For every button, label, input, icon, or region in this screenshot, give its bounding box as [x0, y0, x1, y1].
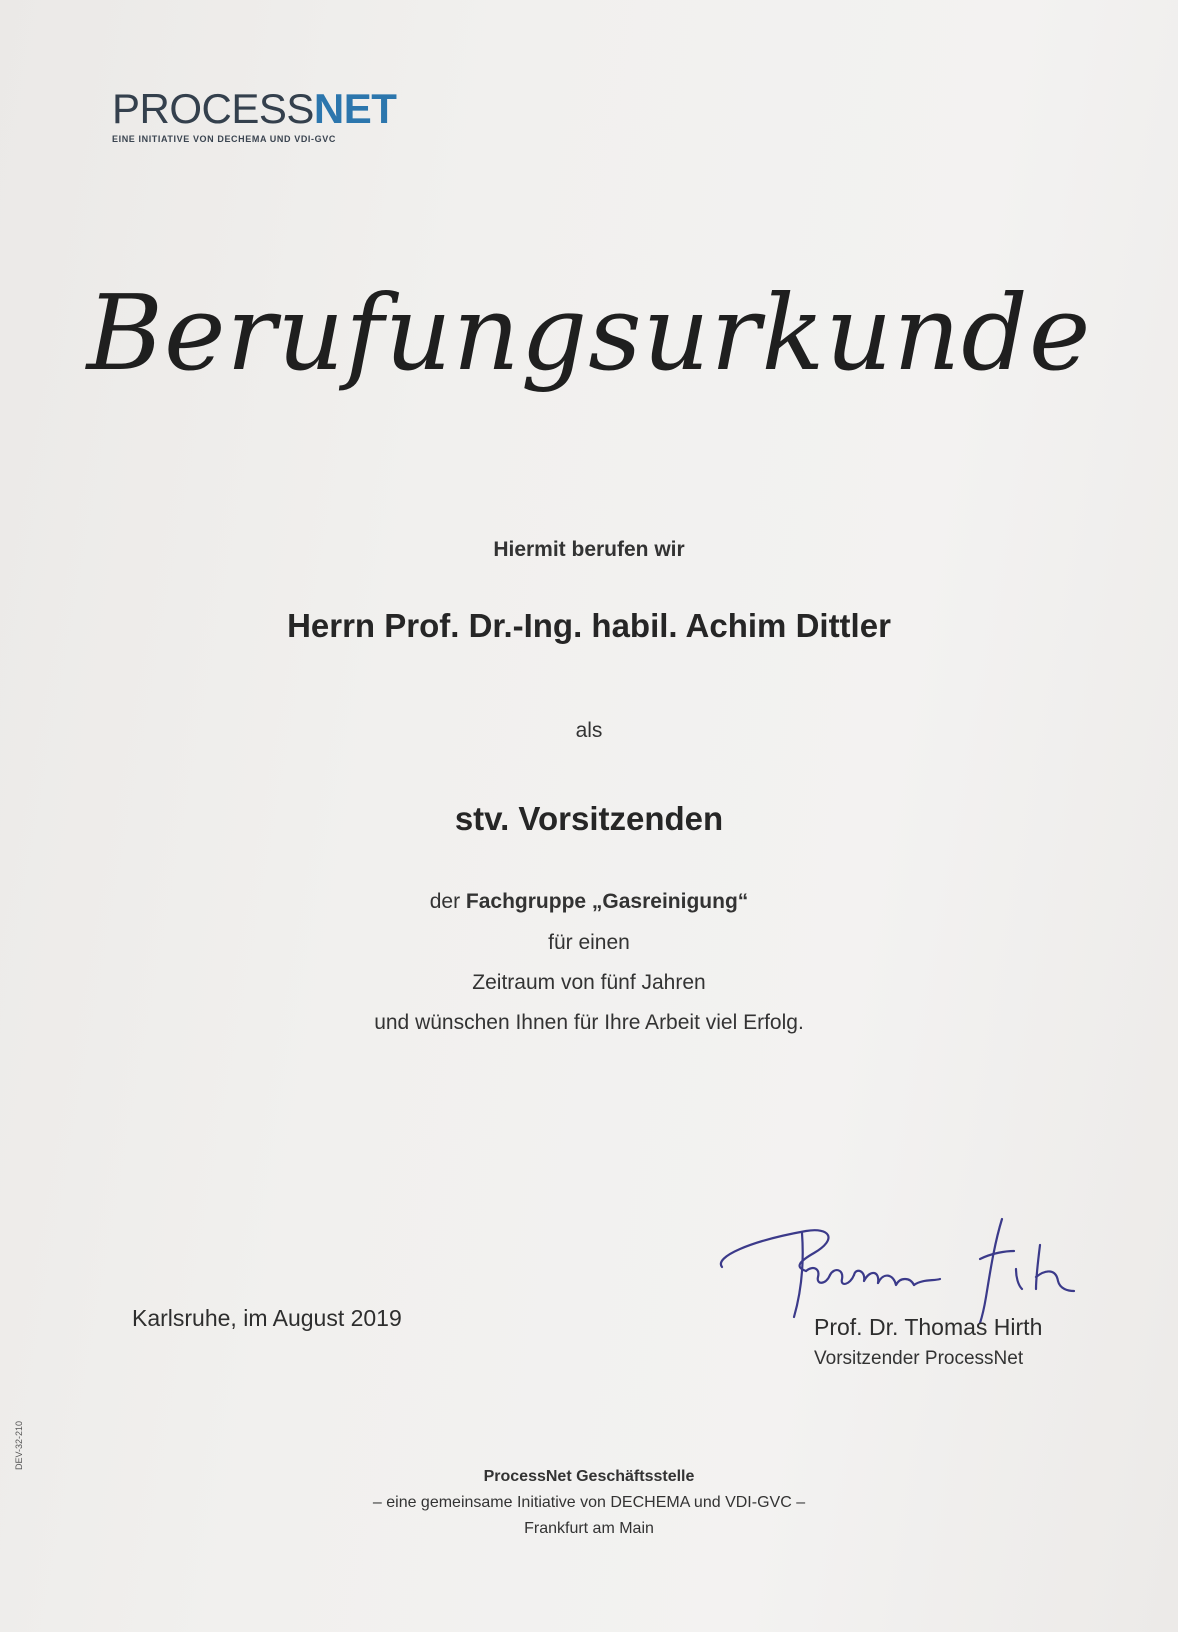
footer-initiative: – eine gemeinsame Initiative von DECHEMA und VDI-GVC –: [372, 1494, 806, 1511]
group-line: [0, 890, 1178, 914]
signer-name: Prof. Dr. Thomas Hirth: [814, 1314, 1043, 1340]
appointed-role: stv. Vorsitzenden: [454, 800, 724, 837]
signer-role: Vorsitzender ProcessNet: [814, 1348, 1024, 1369]
group-name: Fachgruppe „Gasreinigung“: [465, 890, 749, 913]
term-line-1: für einen: [548, 931, 630, 954]
group-line-prefix: der: [429, 890, 466, 913]
als-text: als: [575, 719, 603, 742]
logo-wordmark: [112, 85, 397, 132]
document-code: DEV-32-210: [14, 1420, 24, 1470]
signature-image: [710, 1205, 1110, 1325]
recipient-name: Herrn Prof. Dr.-Ing. habil. Achim Dittler: [287, 607, 891, 644]
logo-word-net: NET: [313, 85, 397, 132]
processnet-logo: [112, 85, 397, 144]
wishes-line: und wünschen Ihnen für Ihre Arbeit viel Erfolg.: [374, 1011, 804, 1034]
logo-tagline: EINE INITIATIVE VON DECHEMA UND VDI-GVC: [112, 134, 336, 144]
logo-word-process: PROCESS: [112, 85, 314, 132]
footer-office: ProcessNet Geschäftsstelle: [483, 1468, 695, 1485]
intro-text: Hiermit berufen wir: [493, 538, 685, 561]
term-line-2: Zeitraum von fünf Jahren: [472, 971, 706, 994]
footer-city: Frankfurt am Main: [524, 1520, 654, 1537]
place-date: Karlsruhe, im August 2019: [132, 1305, 402, 1331]
certificate-title: Berufungsurkunde: [86, 272, 1092, 394]
